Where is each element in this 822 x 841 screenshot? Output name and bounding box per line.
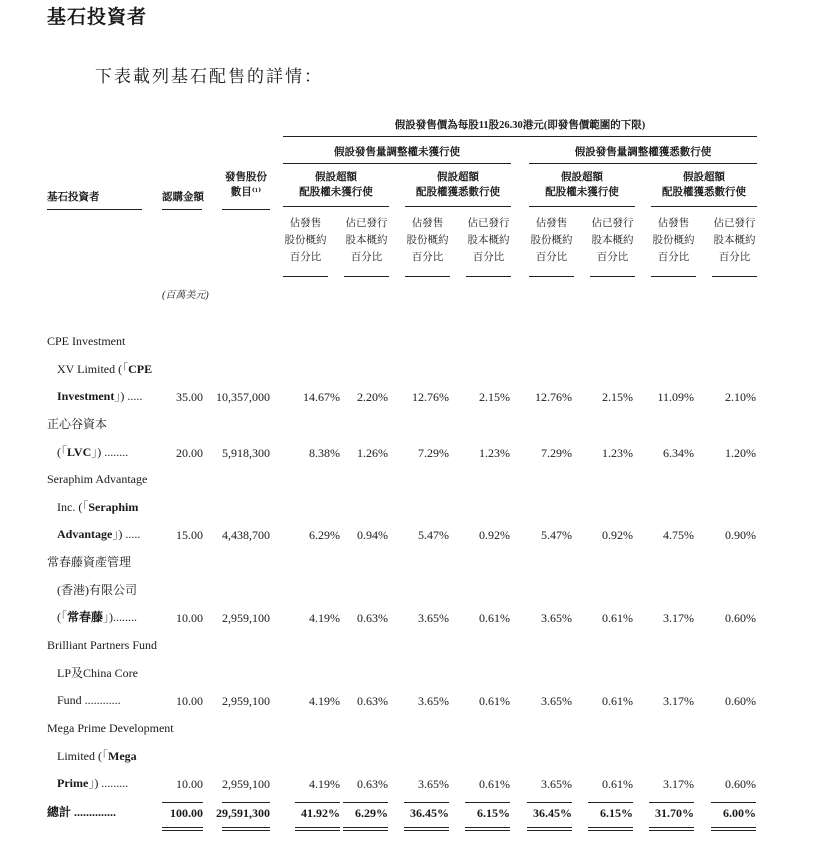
col-header-shares: 發售股份 數目⁽¹⁾ xyxy=(225,172,267,198)
sub-header-2: 假設超額 配股權獲悉數行使 xyxy=(416,172,500,198)
amount-cell: 35.00 xyxy=(176,390,203,404)
pct-cell: 2.10% xyxy=(725,390,756,404)
pct-cell: 3.17% xyxy=(663,611,694,625)
total-top-rule xyxy=(588,802,633,803)
pct-cell: 0.60% xyxy=(725,694,756,708)
pct-cell: 0.61% xyxy=(479,777,510,791)
investor-name xyxy=(47,411,128,466)
pct-cell: 0.92% xyxy=(602,528,633,542)
pct-header-rule xyxy=(405,276,450,277)
pct-cell: 0.63% xyxy=(357,694,388,708)
investor-name xyxy=(47,632,157,715)
sub-rule-3 xyxy=(529,206,635,207)
investor-name-line: LP及China Core xyxy=(57,665,138,680)
total-double-rule xyxy=(711,830,756,831)
col-header-amount: 認購金額 xyxy=(162,192,204,203)
amount-header-rule xyxy=(162,209,202,210)
total-double-rule xyxy=(162,827,203,828)
pct-cell: 0.61% xyxy=(602,611,633,625)
sub-rule-4 xyxy=(651,206,757,207)
investor-name-line: 正心谷資本 xyxy=(47,417,108,431)
pct-header-rule xyxy=(344,276,389,277)
shares-cell: 2,959,100 xyxy=(222,777,270,791)
pct-cell: 7.29% xyxy=(541,445,572,460)
pct-cell: 5.47% xyxy=(418,528,449,542)
total-pct-cell: 36.45% xyxy=(410,806,449,820)
group-a-rule xyxy=(283,163,511,164)
pct-cell: 1.26% xyxy=(357,445,388,460)
pct-cell: 6.29% xyxy=(309,528,340,542)
amount-cell: 10.00 xyxy=(176,777,203,791)
col-header-pct-capital: 佔已發行 股本概約 百分比 xyxy=(345,218,388,263)
total-top-rule xyxy=(343,802,388,803)
total-shares-cell: 29,591,300 xyxy=(216,806,270,820)
total-double-rule xyxy=(649,827,694,828)
total-pct-cell: 36.45% xyxy=(533,806,572,820)
pct-cell: 2.15% xyxy=(602,390,633,404)
col-header-pct-capital: 佔已發行 股本概約 百分比 xyxy=(591,218,634,263)
header-rule xyxy=(283,136,757,137)
total-top-rule xyxy=(222,802,270,803)
total-double-rule xyxy=(527,827,572,828)
col-header-investor: 基石投資者 xyxy=(47,192,100,203)
total-double-rule xyxy=(222,827,270,828)
total-double-rule xyxy=(295,830,340,831)
pct-cell: 2.20% xyxy=(357,390,388,404)
total-top-rule xyxy=(711,802,756,803)
pct-cell: 4.19% xyxy=(309,611,340,625)
sub-header-4: 假設超額 配股權獲悉數行使 xyxy=(662,172,746,198)
sub-header-1: 假設超額 配股權未獲行使 xyxy=(299,172,373,198)
pct-cell: 0.60% xyxy=(725,611,756,625)
pct-cell: 6.34% xyxy=(663,445,694,460)
shares-header-rule xyxy=(222,209,270,210)
amount-cell: 15.00 xyxy=(176,528,203,542)
sub-rule-1 xyxy=(283,206,389,207)
total-double-rule xyxy=(222,830,270,831)
amount-cell: 10.00 xyxy=(176,694,203,708)
total-double-rule xyxy=(649,830,694,831)
pct-cell: 5.47% xyxy=(541,528,572,542)
pct-cell: 0.61% xyxy=(479,694,510,708)
pct-cell: 0.94% xyxy=(357,528,388,542)
amount-cell: 10.00 xyxy=(176,611,203,625)
amount-cell: 20.00 xyxy=(176,445,203,460)
pct-cell: 3.65% xyxy=(541,694,572,708)
total-amount-cell: 100.00 xyxy=(170,806,203,820)
investor-name xyxy=(47,328,152,411)
investor-name-line: 常春藤資產管理 xyxy=(47,555,132,569)
pct-cell: 14.67% xyxy=(303,390,340,404)
pct-cell: 3.65% xyxy=(418,694,449,708)
investor-name-line: (「LVC」) ........ xyxy=(57,444,129,459)
total-pct-cell: 6.15% xyxy=(477,806,510,820)
investor-name-line: Prime」) ......... xyxy=(57,776,129,790)
total-top-rule xyxy=(527,802,572,803)
price-assumption-header: 假設發售價為每股11股26.30港元(即發售價範圍的下限) xyxy=(394,120,646,131)
pct-header-rule xyxy=(712,276,757,277)
pct-cell: 3.17% xyxy=(663,694,694,708)
pct-cell: 3.17% xyxy=(663,777,694,791)
pct-cell: 3.65% xyxy=(541,611,572,625)
investor-header-rule xyxy=(47,209,142,210)
pct-header-rule xyxy=(283,276,328,277)
total-pct-cell: 6.00% xyxy=(723,806,756,820)
col-header-pct-capital: 佔已發行 股本概約 百分比 xyxy=(467,218,510,263)
pct-cell: 0.90% xyxy=(725,528,756,542)
total-label: 總計 .............. xyxy=(47,805,117,819)
shares-cell: 5,918,300 xyxy=(222,445,270,460)
pct-cell: 1.23% xyxy=(479,445,510,460)
pct-header-rule xyxy=(590,276,635,277)
total-top-rule xyxy=(465,802,510,803)
pct-header-rule xyxy=(529,276,574,277)
col-header-pct-offer: 佔發售 股份概約 百分比 xyxy=(284,218,327,263)
pct-cell: 7.29% xyxy=(418,445,449,460)
total-pct-cell: 31.70% xyxy=(655,806,694,820)
investor-name xyxy=(47,715,174,798)
col-header-pct-offer: 佔發售 股份概約 百分比 xyxy=(652,218,695,263)
group-b-header: 假設發售量調整權獲悉數行使 xyxy=(574,147,712,158)
pct-cell: 3.65% xyxy=(418,777,449,791)
pct-cell: 4.75% xyxy=(663,528,694,542)
pct-cell: 0.92% xyxy=(479,528,510,542)
total-double-rule xyxy=(588,830,633,831)
total-pct-cell: 6.29% xyxy=(355,806,388,820)
pct-cell: 0.60% xyxy=(725,777,756,791)
investor-name-line: Advantage」) ..... xyxy=(57,527,141,541)
pct-cell: 1.20% xyxy=(725,445,756,460)
investor-name-line: Investment」) ..... xyxy=(57,389,143,403)
investor-name xyxy=(47,549,137,632)
pct-cell: 8.38% xyxy=(309,445,340,460)
total-pct-cell: 6.15% xyxy=(600,806,633,820)
pct-cell: 0.63% xyxy=(357,777,388,791)
investor-name-line: Brilliant Partners Fund xyxy=(47,638,157,652)
pct-cell: 0.61% xyxy=(602,694,633,708)
total-top-rule xyxy=(295,802,340,803)
total-double-rule xyxy=(465,830,510,831)
col-header-pct-offer: 佔發售 股份概約 百分比 xyxy=(406,218,449,263)
total-double-rule xyxy=(527,830,572,831)
total-top-rule xyxy=(649,802,694,803)
pct-cell: 12.76% xyxy=(412,390,449,404)
pct-cell: 2.15% xyxy=(479,390,510,404)
pct-header-rule xyxy=(466,276,511,277)
investor-name xyxy=(47,466,147,549)
intro-text: 下表載列基石配售的詳情： xyxy=(95,67,323,86)
total-top-rule xyxy=(162,802,203,803)
total-double-rule xyxy=(343,827,388,828)
investor-name-line: Inc. (「Seraphim xyxy=(57,499,139,514)
pct-cell: 3.65% xyxy=(418,611,449,625)
pct-cell: 0.61% xyxy=(479,611,510,625)
investor-name-line: Mega Prime Development xyxy=(47,721,174,735)
investor-name-line: (香港)有限公司 xyxy=(57,582,137,597)
section-heading: 基石投資者 xyxy=(47,7,148,28)
total-double-rule xyxy=(711,827,756,828)
investor-name-line: Fund ............ xyxy=(57,693,121,707)
investor-name-line: Limited (「Mega xyxy=(57,748,137,763)
pct-header-rule xyxy=(651,276,696,277)
pct-cell: 0.63% xyxy=(357,611,388,625)
sub-header-3: 假設超額 配股權未獲行使 xyxy=(545,172,619,198)
shares-cell: 2,959,100 xyxy=(222,694,270,708)
col-header-pct-capital: 佔已發行 股本概約 百分比 xyxy=(713,218,756,263)
total-double-rule xyxy=(404,830,449,831)
investor-name-line: Seraphim Advantage xyxy=(47,472,148,486)
total-double-rule xyxy=(162,830,203,831)
shares-cell: 2,959,100 xyxy=(222,611,270,625)
pct-cell: 12.76% xyxy=(535,390,572,404)
pct-cell: 3.65% xyxy=(541,777,572,791)
shares-cell: 4,438,700 xyxy=(222,528,270,542)
unit-label: (百萬美元) xyxy=(162,290,209,301)
sub-rule-2 xyxy=(405,206,511,207)
total-double-rule xyxy=(404,827,449,828)
total-top-rule xyxy=(404,802,449,803)
total-double-rule xyxy=(465,827,510,828)
total-pct-cell: 41.92% xyxy=(301,806,340,820)
group-b-rule xyxy=(529,163,757,164)
investor-name-line: XV Limited (「CPE xyxy=(57,361,153,376)
group-a-header: 假設發售量調整權未獲行使 xyxy=(334,147,460,158)
pct-cell: 11.09% xyxy=(657,390,694,404)
pct-cell: 1.23% xyxy=(602,445,633,460)
total-double-rule xyxy=(588,827,633,828)
shares-cell: 10,357,000 xyxy=(216,390,270,404)
total-double-rule xyxy=(343,830,388,831)
col-header-pct-offer: 佔發售 股份概約 百分比 xyxy=(530,218,573,263)
total-double-rule xyxy=(295,827,340,828)
investor-name-line: (「常春藤」)........ xyxy=(57,610,138,624)
pct-cell: 4.19% xyxy=(309,777,340,791)
pct-cell: 0.61% xyxy=(602,777,633,791)
investor-name-line: CPE Investment xyxy=(47,334,126,348)
pct-cell: 4.19% xyxy=(309,694,340,708)
